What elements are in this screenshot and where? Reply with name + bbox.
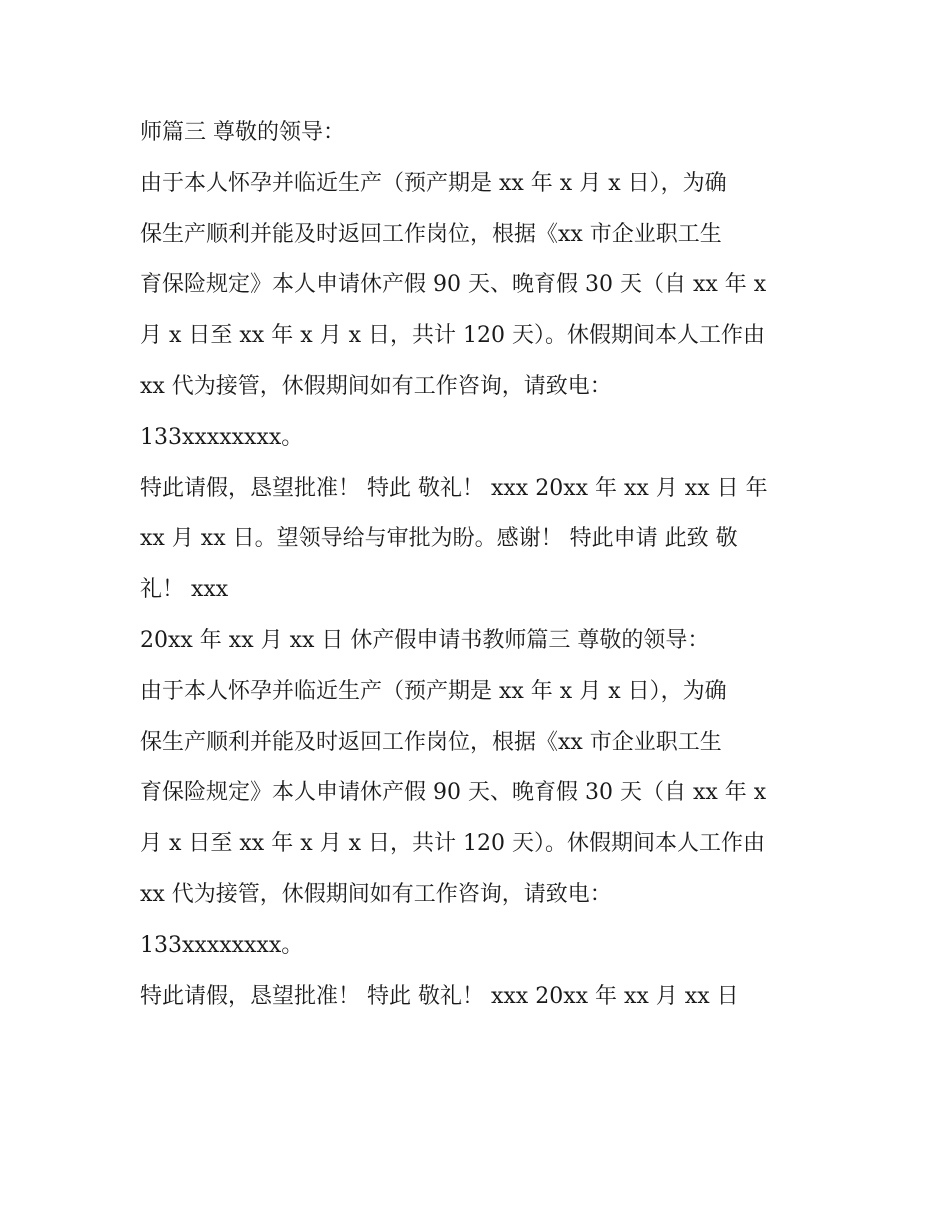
text-line: 133xxxxxxxx。	[140, 424, 304, 450]
text-line: 由于本人怀孕并临近生产（预产期是 xx 年 x 月 x 日），为确	[140, 678, 727, 704]
text-line: 师篇三 尊敬的领导：	[140, 120, 345, 145]
text-line: xx 代为接管，休假期间如有工作咨询，请致电：	[140, 373, 612, 399]
text-line: 月 x 日至 xx 年 x 月 x 日，共计 120 天）。休假期间本人工作由	[140, 323, 765, 349]
text-line: 20xx 年 xx 月 xx 日 休产假申请书教师篇三 尊敬的领导：	[140, 627, 710, 653]
text-line: 保生产顺利并能及时返回工作岗位，根据《xx 市企业职工生	[140, 221, 722, 247]
text-line: xx 代为接管，休假期间如有工作咨询，请致电：	[140, 881, 612, 907]
text-line: 育保险规定》本人申请休产假 90 天、晚育假 30 天（自 xx 年 x	[140, 272, 767, 298]
text-line: 特此请假，恳望批准！ 特此 敬礼！ xxx 20xx 年 xx 月 xx 日	[140, 983, 739, 1009]
text-line: 保生产顺利并能及时返回工作岗位，根据《xx 市企业职工生	[140, 729, 722, 755]
text-line: 育保险规定》本人申请休产假 90 天、晚育假 30 天（自 xx 年 x	[140, 780, 767, 806]
document-body	[140, 108, 820, 1022]
text-line: 由于本人怀孕并临近生产（预产期是 xx 年 x 月 x 日），为确	[140, 170, 727, 196]
text-line: 礼！ xxx	[140, 577, 229, 603]
text-line: 133xxxxxxxx。	[140, 932, 304, 958]
text-line: xx 月 xx 日。望领导给与审批为盼。感谢！ 特此申请 此致 敬	[140, 526, 738, 552]
text-line: 特此请假，恳望批准！ 特此 敬礼！ xxx 20xx 年 xx 月 xx 日 年	[140, 475, 768, 501]
text-line: 月 x 日至 xx 年 x 月 x 日，共计 120 天）。休假期间本人工作由	[140, 831, 765, 857]
